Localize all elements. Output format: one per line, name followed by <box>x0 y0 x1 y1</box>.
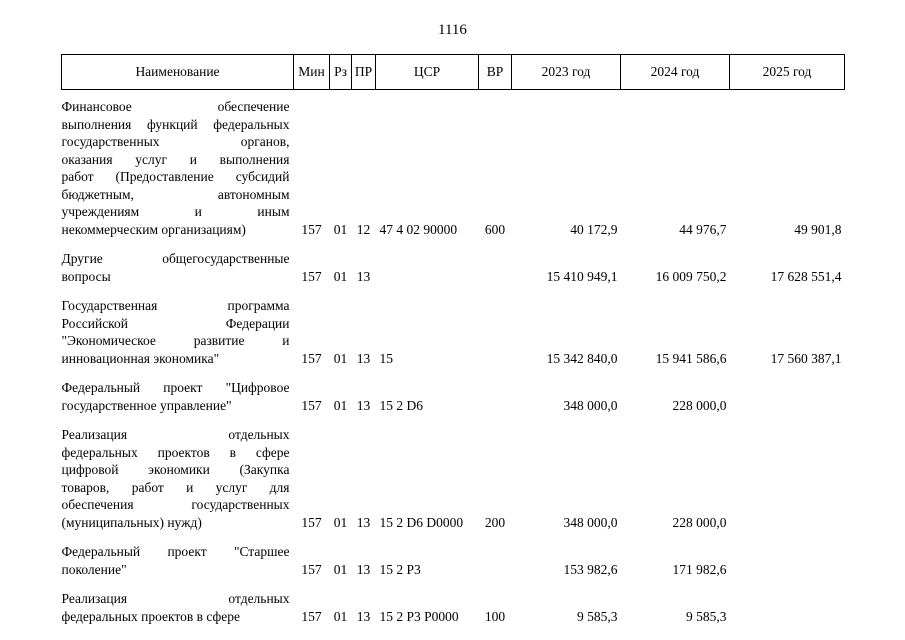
cell-2023: 15 410 949,1 <box>546 268 618 284</box>
header-rz: Рз <box>330 55 352 90</box>
cell-min: 157 <box>301 561 322 577</box>
cell-2023: 348 000,0 <box>563 514 618 530</box>
header-min: Мин <box>294 55 330 90</box>
name-line: товаров, работ и услуг для <box>61 479 290 495</box>
cell-2025 <box>730 578 845 625</box>
header-name: Наименование <box>62 55 294 90</box>
cell-min: 157 <box>301 350 322 366</box>
cell-rz: 01 <box>333 350 348 366</box>
cell-2025: 49 901,8 <box>794 221 842 237</box>
name-line: Другие общегосударственные <box>61 251 290 266</box>
name-line: Финансовое обеспечение <box>61 99 290 114</box>
cell-pr: 13 <box>356 268 371 284</box>
cell-csr <box>376 238 479 285</box>
cell-name <box>62 238 294 285</box>
cell-2025: 17 628 551,4 <box>770 268 842 284</box>
cell-pr: 13 <box>356 561 371 577</box>
name-line: инновационная экономика" <box>61 350 220 366</box>
cell-2023: 9 585,3 <box>577 608 618 624</box>
cell-vr: 600 <box>484 221 506 237</box>
name-line: некоммерческим организациям) <box>61 221 246 237</box>
cell-name <box>62 578 294 625</box>
table-body <box>62 90 845 626</box>
name-line: Федеральный проект "Старшее <box>61 544 290 559</box>
cell-vr <box>479 238 512 285</box>
cell-rz: 01 <box>333 397 348 413</box>
table-row <box>62 578 845 625</box>
cell-min: 157 <box>301 514 322 530</box>
cell-csr: 15 2 P3 P0000 <box>379 608 459 624</box>
cell-vr: 100 <box>484 608 506 624</box>
cell-pr: 13 <box>356 350 371 366</box>
cell-vr <box>479 285 512 367</box>
cell-rz: 01 <box>333 221 348 237</box>
cell-pr: 13 <box>356 514 371 530</box>
cell-2024: 44 976,7 <box>679 221 727 237</box>
name-line: бюджетным, автономным <box>61 186 290 202</box>
header-2024: 2024 год <box>621 55 730 90</box>
table-header-row <box>62 55 845 90</box>
name-line: Реализация отдельных <box>61 591 290 606</box>
name-line: выполнения функций федеральных <box>61 116 290 132</box>
cell-csr: 47 4 02 90000 <box>379 221 458 237</box>
cell-pr: 13 <box>356 397 371 413</box>
header-2023: 2023 год <box>512 55 621 90</box>
name-line: федеральных проектов в сфере <box>61 444 290 460</box>
name-line: учреждениям и иным <box>61 204 290 219</box>
cell-rz: 01 <box>333 561 348 577</box>
header-vr: ВР <box>479 55 512 90</box>
name-line: вопросы <box>61 268 111 284</box>
name-line: государственных органов, <box>61 134 290 149</box>
cell-csr: 15 2 P3 <box>379 561 421 577</box>
cell-rz: 01 <box>333 268 348 284</box>
name-line: работ (Предоставление субсидий <box>61 169 290 184</box>
budget-table <box>61 54 845 625</box>
name-line: федеральных проектов в сфере <box>61 608 240 624</box>
cell-2024: 15 941 586,6 <box>655 350 727 366</box>
header-csr: ЦСР <box>376 55 479 90</box>
cell-2023: 40 172,9 <box>570 221 618 237</box>
cell-min: 157 <box>301 397 322 413</box>
cell-name <box>62 531 294 578</box>
page-number: 1116 <box>438 22 467 38</box>
name-line: оказания услуг и выполнения <box>61 151 290 167</box>
name-line: (муниципальных) нужд) <box>61 514 202 530</box>
name-line: поколение" <box>61 561 127 577</box>
cell-2025 <box>730 367 845 414</box>
cell-name <box>62 414 294 531</box>
cell-rz: 01 <box>333 608 348 624</box>
cell-name <box>62 90 294 239</box>
cell-2025: 17 560 387,1 <box>770 350 842 366</box>
name-line: Реализация отдельных <box>61 427 290 442</box>
cell-name <box>62 367 294 414</box>
table-row <box>62 414 845 531</box>
cell-pr: 12 <box>356 221 371 237</box>
name-line: обеспечения государственных <box>61 497 290 512</box>
cell-2024: 171 982,6 <box>672 561 727 577</box>
name-line: Российской Федерации <box>61 315 290 331</box>
cell-2024: 9 585,3 <box>686 608 727 624</box>
cell-2024: 16 009 750,2 <box>655 268 727 284</box>
cell-name <box>62 285 294 367</box>
name-line: государственное управление" <box>61 397 232 413</box>
cell-2024: 228 000,0 <box>672 514 727 530</box>
table-row <box>62 531 845 578</box>
cell-csr: 15 2 D6 <box>379 397 423 413</box>
cell-pr: 13 <box>356 608 371 624</box>
cell-min: 157 <box>301 268 322 284</box>
cell-2024: 228 000,0 <box>672 397 727 413</box>
table-row <box>62 285 845 367</box>
table-row <box>62 238 845 285</box>
cell-rz: 01 <box>333 514 348 530</box>
cell-vr <box>479 367 512 414</box>
cell-csr: 15 <box>379 350 393 366</box>
cell-min: 157 <box>301 608 322 624</box>
cell-2025 <box>730 414 845 531</box>
cell-vr: 200 <box>484 514 506 530</box>
table-row <box>62 367 845 414</box>
cell-csr: 15 2 D6 D0000 <box>379 514 464 530</box>
cell-2023: 15 342 840,0 <box>546 350 618 366</box>
cell-min: 157 <box>301 221 322 237</box>
name-line: цифровой экономики (Закупка <box>61 462 290 477</box>
name-line: Федеральный проект "Цифровое <box>61 380 290 395</box>
name-line: "Экономическое развитие и <box>61 333 290 348</box>
cell-2023: 348 000,0 <box>563 397 618 413</box>
header-2025: 2025 год <box>730 55 845 90</box>
table-row <box>62 90 845 239</box>
cell-2023: 153 982,6 <box>563 561 618 577</box>
cell-vr <box>479 531 512 578</box>
cell-2025 <box>730 531 845 578</box>
name-line: Государственная программа <box>61 298 290 313</box>
header-pr: ПР <box>352 55 376 90</box>
